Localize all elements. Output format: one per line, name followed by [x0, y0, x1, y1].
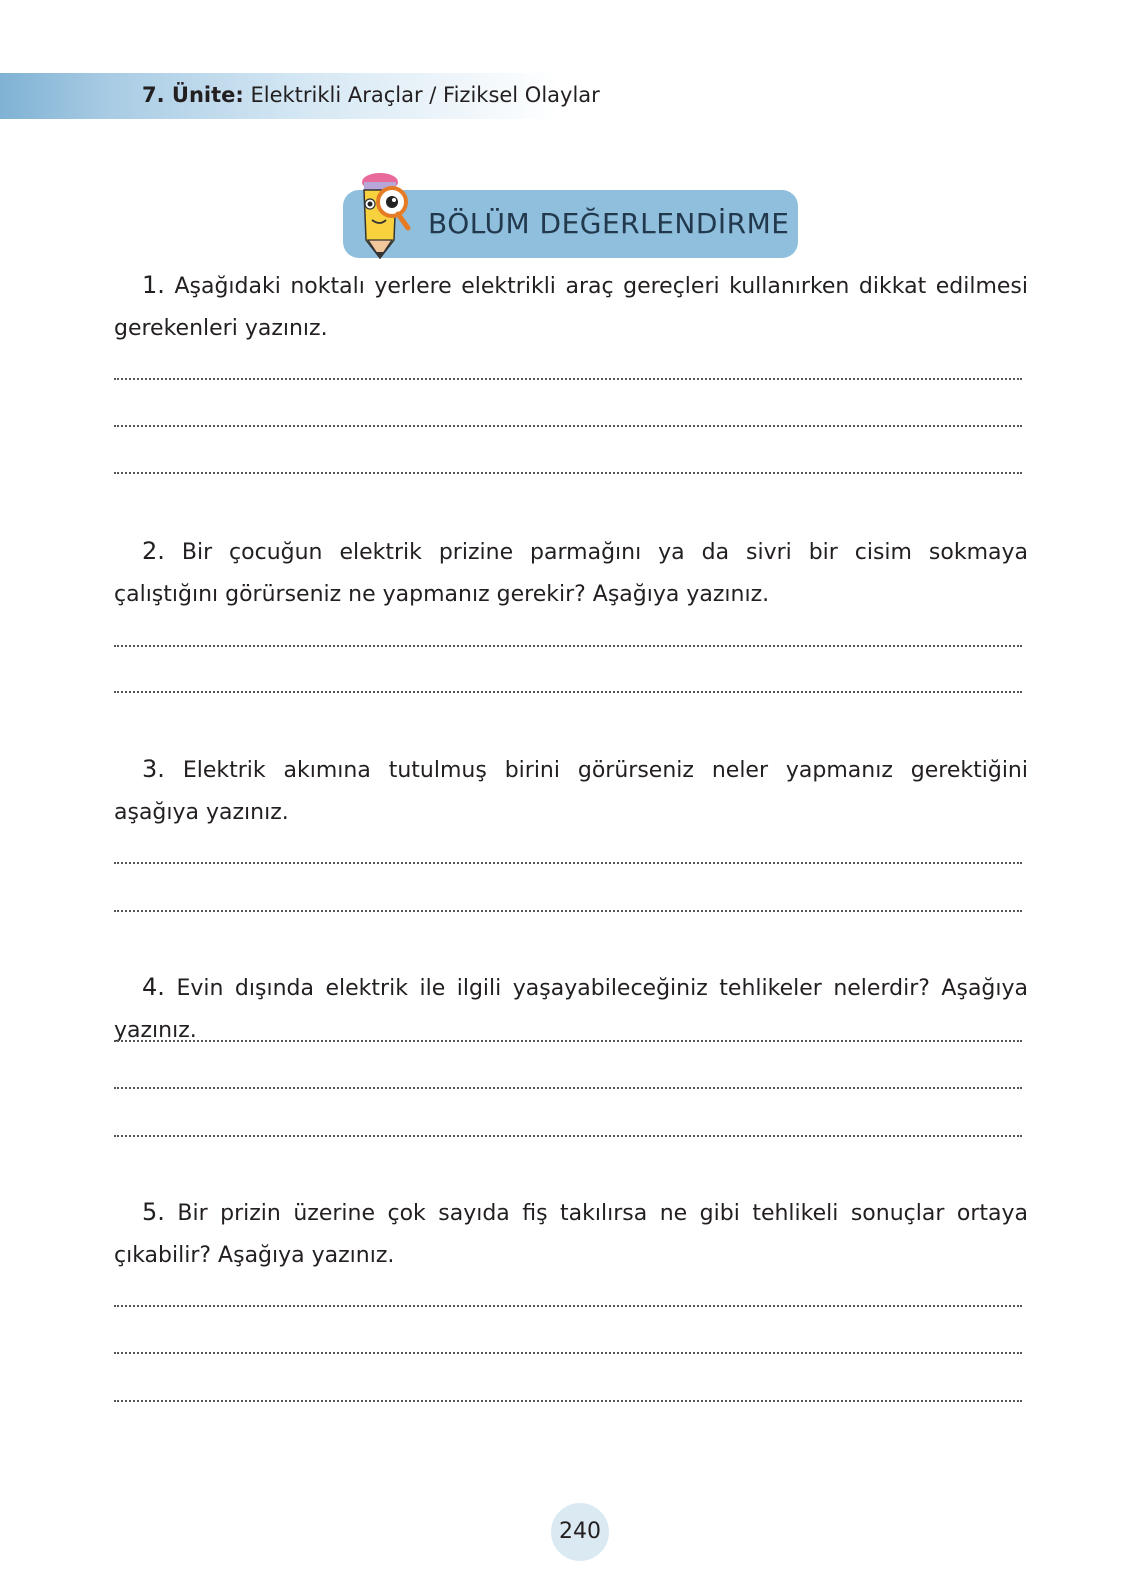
question-text: Bir çocuğun elektrik prizine parmağını ya da sivri bir cisim sokmaya çalıştığını görürseniz ne yapmanız gerekir? Aşağıya yazınız. — [114, 540, 1028, 607]
answer-line[interactable] — [114, 425, 1022, 427]
answer-line[interactable] — [114, 645, 1022, 647]
answer-line[interactable] — [114, 691, 1022, 693]
answer-line[interactable] — [114, 862, 1022, 864]
question-text: Bir prizin üzerine çok sayıda fiş takılırsa ne gibi tehlikeli sonuçlar ortaya çıkabilir? Aşağıya yazınız. — [114, 1201, 1028, 1268]
question-number: 5. — [142, 1198, 165, 1226]
question-2 — [114, 530, 1028, 616]
answer-line[interactable] — [114, 1352, 1022, 1354]
section-title: BÖLÜM DEĞERLENDİRME — [428, 207, 790, 240]
question-number: 1. — [142, 271, 165, 299]
question-text: Evin dışında elektrik ile ilgili yaşayabileceğiniz tehlikeler nelerdir? Aşağıya yazınız. — [114, 976, 1029, 1043]
answer-line[interactable] — [114, 1135, 1022, 1137]
unit-label: 7. Ünite: — [142, 83, 244, 107]
question-number: 2. — [142, 537, 165, 565]
question-5 — [114, 1191, 1028, 1277]
question-number: 4. — [142, 973, 165, 1001]
question-3 — [114, 748, 1028, 834]
page-number: 240 — [559, 1519, 601, 1544]
answer-line[interactable] — [114, 1040, 1022, 1042]
unit-title: Elektrikli Araçlar / Fiziksel Olaylar — [250, 83, 600, 107]
answer-line[interactable] — [114, 472, 1022, 474]
question-1 — [114, 264, 1028, 350]
question-text: Aşağıdaki noktalı yerlere elektrikli araç gereçleri kullanırken dikkat edilmesi gerekenleri yazınız. — [114, 274, 1028, 341]
question-text: Elektrik akımına tutulmuş birini görürseniz neler yapmanız gerektiğini aşağıya yazınız. — [114, 758, 1028, 825]
pencil-magnifier-mascot-icon — [352, 168, 424, 260]
unit-header — [142, 80, 600, 110]
answer-line[interactable] — [114, 1400, 1022, 1402]
question-number: 3. — [142, 755, 165, 783]
answer-line[interactable] — [114, 378, 1022, 380]
answer-line[interactable] — [114, 910, 1022, 912]
answer-line[interactable] — [114, 1305, 1022, 1307]
answer-line[interactable] — [114, 1087, 1022, 1089]
